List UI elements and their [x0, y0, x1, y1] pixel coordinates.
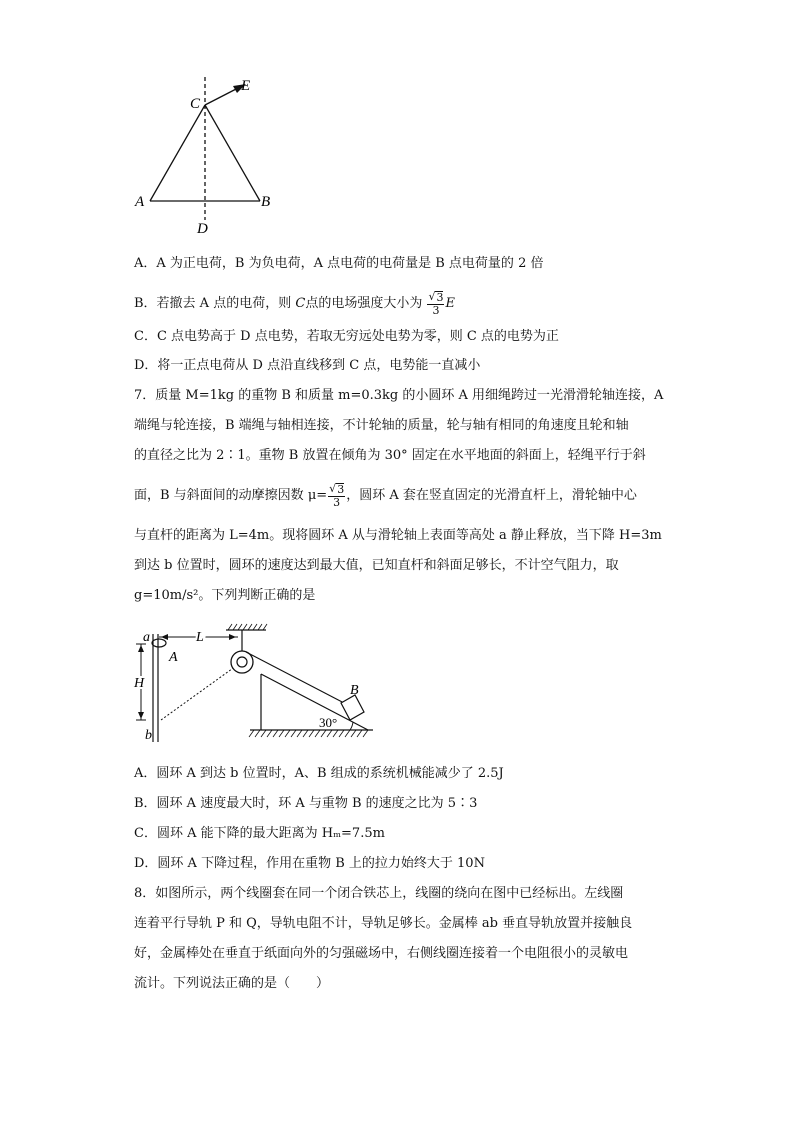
q7-option-a: A．圆环 A 到达 b 位置时，A、B 组成的系统机械能减少了 2.5J: [134, 766, 504, 781]
label-c: C: [190, 96, 201, 112]
q7-mu-fraction: √ 3 3: [329, 481, 345, 509]
label-b: B: [261, 194, 270, 210]
q6-option-b-c: C: [295, 296, 306, 311]
label-l: L: [196, 630, 204, 645]
ground-hatch: [249, 730, 368, 737]
q7-line-5: 与直杆的距离为 L=4m。现将圆环 A 从与滑轮轴上表面等高处 a 静止释放，当下降 H=3m: [134, 528, 662, 543]
angle-arc: [350, 722, 353, 730]
q6-option-d: D．将一正点电荷从 D 点沿直线移到 C 点，电势能一直减小: [134, 358, 481, 373]
side-bc: [205, 105, 260, 201]
dotted-rope: [161, 666, 236, 720]
q8-line-2: 连着平行导轨 P 和 Q，导轨电阻不计，导轨足够长。金属棒 ab 垂直导轨放置并接触良: [134, 916, 633, 931]
dimension-l-arrow-right: [229, 634, 236, 640]
q7-line-6: 到达 b 位置时，圆环的速度达到最大值，已知直杆和斜面足够长，不计空气阻力，取: [134, 558, 619, 573]
dimension-h-arrow-top: [138, 645, 144, 652]
figure-pulley-incline: [128, 622, 378, 750]
label-e: E: [241, 78, 251, 94]
q7-option-c: C．圆环 A 能下降的最大距离为 Hₘ=7.5m: [134, 826, 385, 841]
q7-mu-den: 3: [333, 495, 341, 509]
q7-line-4: [134, 482, 637, 510]
label-h: H: [134, 676, 145, 691]
side-ac: [150, 105, 205, 201]
q6-option-b-num: 3: [436, 290, 444, 304]
dimension-h-arrow-bottom: [138, 712, 144, 719]
figure-triangle-field: [130, 72, 270, 237]
q6-option-b-fraction: √ 3 3: [428, 289, 444, 317]
label-a-ring: A: [169, 650, 178, 665]
label-d: D: [197, 221, 208, 237]
label-a: A: [135, 194, 145, 210]
q6-option-c: C．C 点电势高于 D 点电势，若取无穷远处电势为零，则 C 点的电势为正: [134, 329, 559, 344]
ceiling-hatch: [228, 624, 267, 630]
q6-option-b-prefix: B．若撤去 A 点的电荷，则: [134, 296, 292, 311]
label-angle: 30°: [319, 715, 338, 730]
q7-line-4-prefix: 面，B 与斜面间的动摩擦因数 μ=: [134, 488, 328, 503]
q7-line-4-suffix: ，圆环 A 套在竖直固定的光滑直杆上，滑轮轴中心: [346, 488, 637, 503]
ring-a: [152, 639, 166, 647]
q7-line-7: g=10m/s²。下列判断正确的是: [134, 588, 316, 603]
q7-option-b: B．圆环 A 速度最大时，环 A 与重物 B 的速度之比为 5∶3: [134, 796, 478, 811]
label-a-small: a: [143, 630, 150, 645]
q8-line-1: 8．如图所示，两个线圈套在同一个闭合铁芯上，线圈的绕向在图中已经标出。左线圈: [134, 886, 624, 901]
q6-option-b-den: 3: [432, 303, 440, 317]
q7-mu-num: 3: [337, 482, 345, 496]
q6-option-b: [134, 290, 455, 318]
q8-line-4: 流计。下列说法正确的是（ ）: [134, 976, 330, 991]
q7-line-1: 7．质量 M=1kg 的重物 B 和质量 m=0.3kg 的小圆环 A 用细绳跨过一光滑滑轮轴连接，A: [134, 388, 664, 403]
q6-option-b-mid: 点的电场强度大小为: [305, 296, 423, 311]
q7-line-3: 的直径之比为 2∶1。重物 B 放置在倾角为 30° 固定在水平地面的斜面上，轻绳平行于斜: [134, 448, 646, 463]
q8-line-3: 好，金属棒处在垂直于纸面向外的匀强磁场中，右侧线圈连接着一个电阻很小的灵敏电: [134, 946, 629, 961]
q7-option-d: D．圆环 A 下降过程，作用在重物 B 上的拉力始终大于 10N: [134, 856, 485, 871]
q6-option-a: A．A 为正电荷，B 为负电荷，A 点电荷的电荷量是 B 点电荷量的 2 倍: [134, 256, 544, 271]
label-b-block: B: [350, 683, 359, 698]
field-arrow-e: [205, 87, 240, 105]
q7-line-2: 端绳与轮连接，B 端绳与轴相连接，不计轮轴的质量，轮与轴有相同的角速度且轮和轴: [134, 418, 629, 433]
q6-option-b-e: E: [445, 296, 455, 311]
block-b: [341, 695, 364, 720]
label-b-small: b: [145, 728, 152, 743]
